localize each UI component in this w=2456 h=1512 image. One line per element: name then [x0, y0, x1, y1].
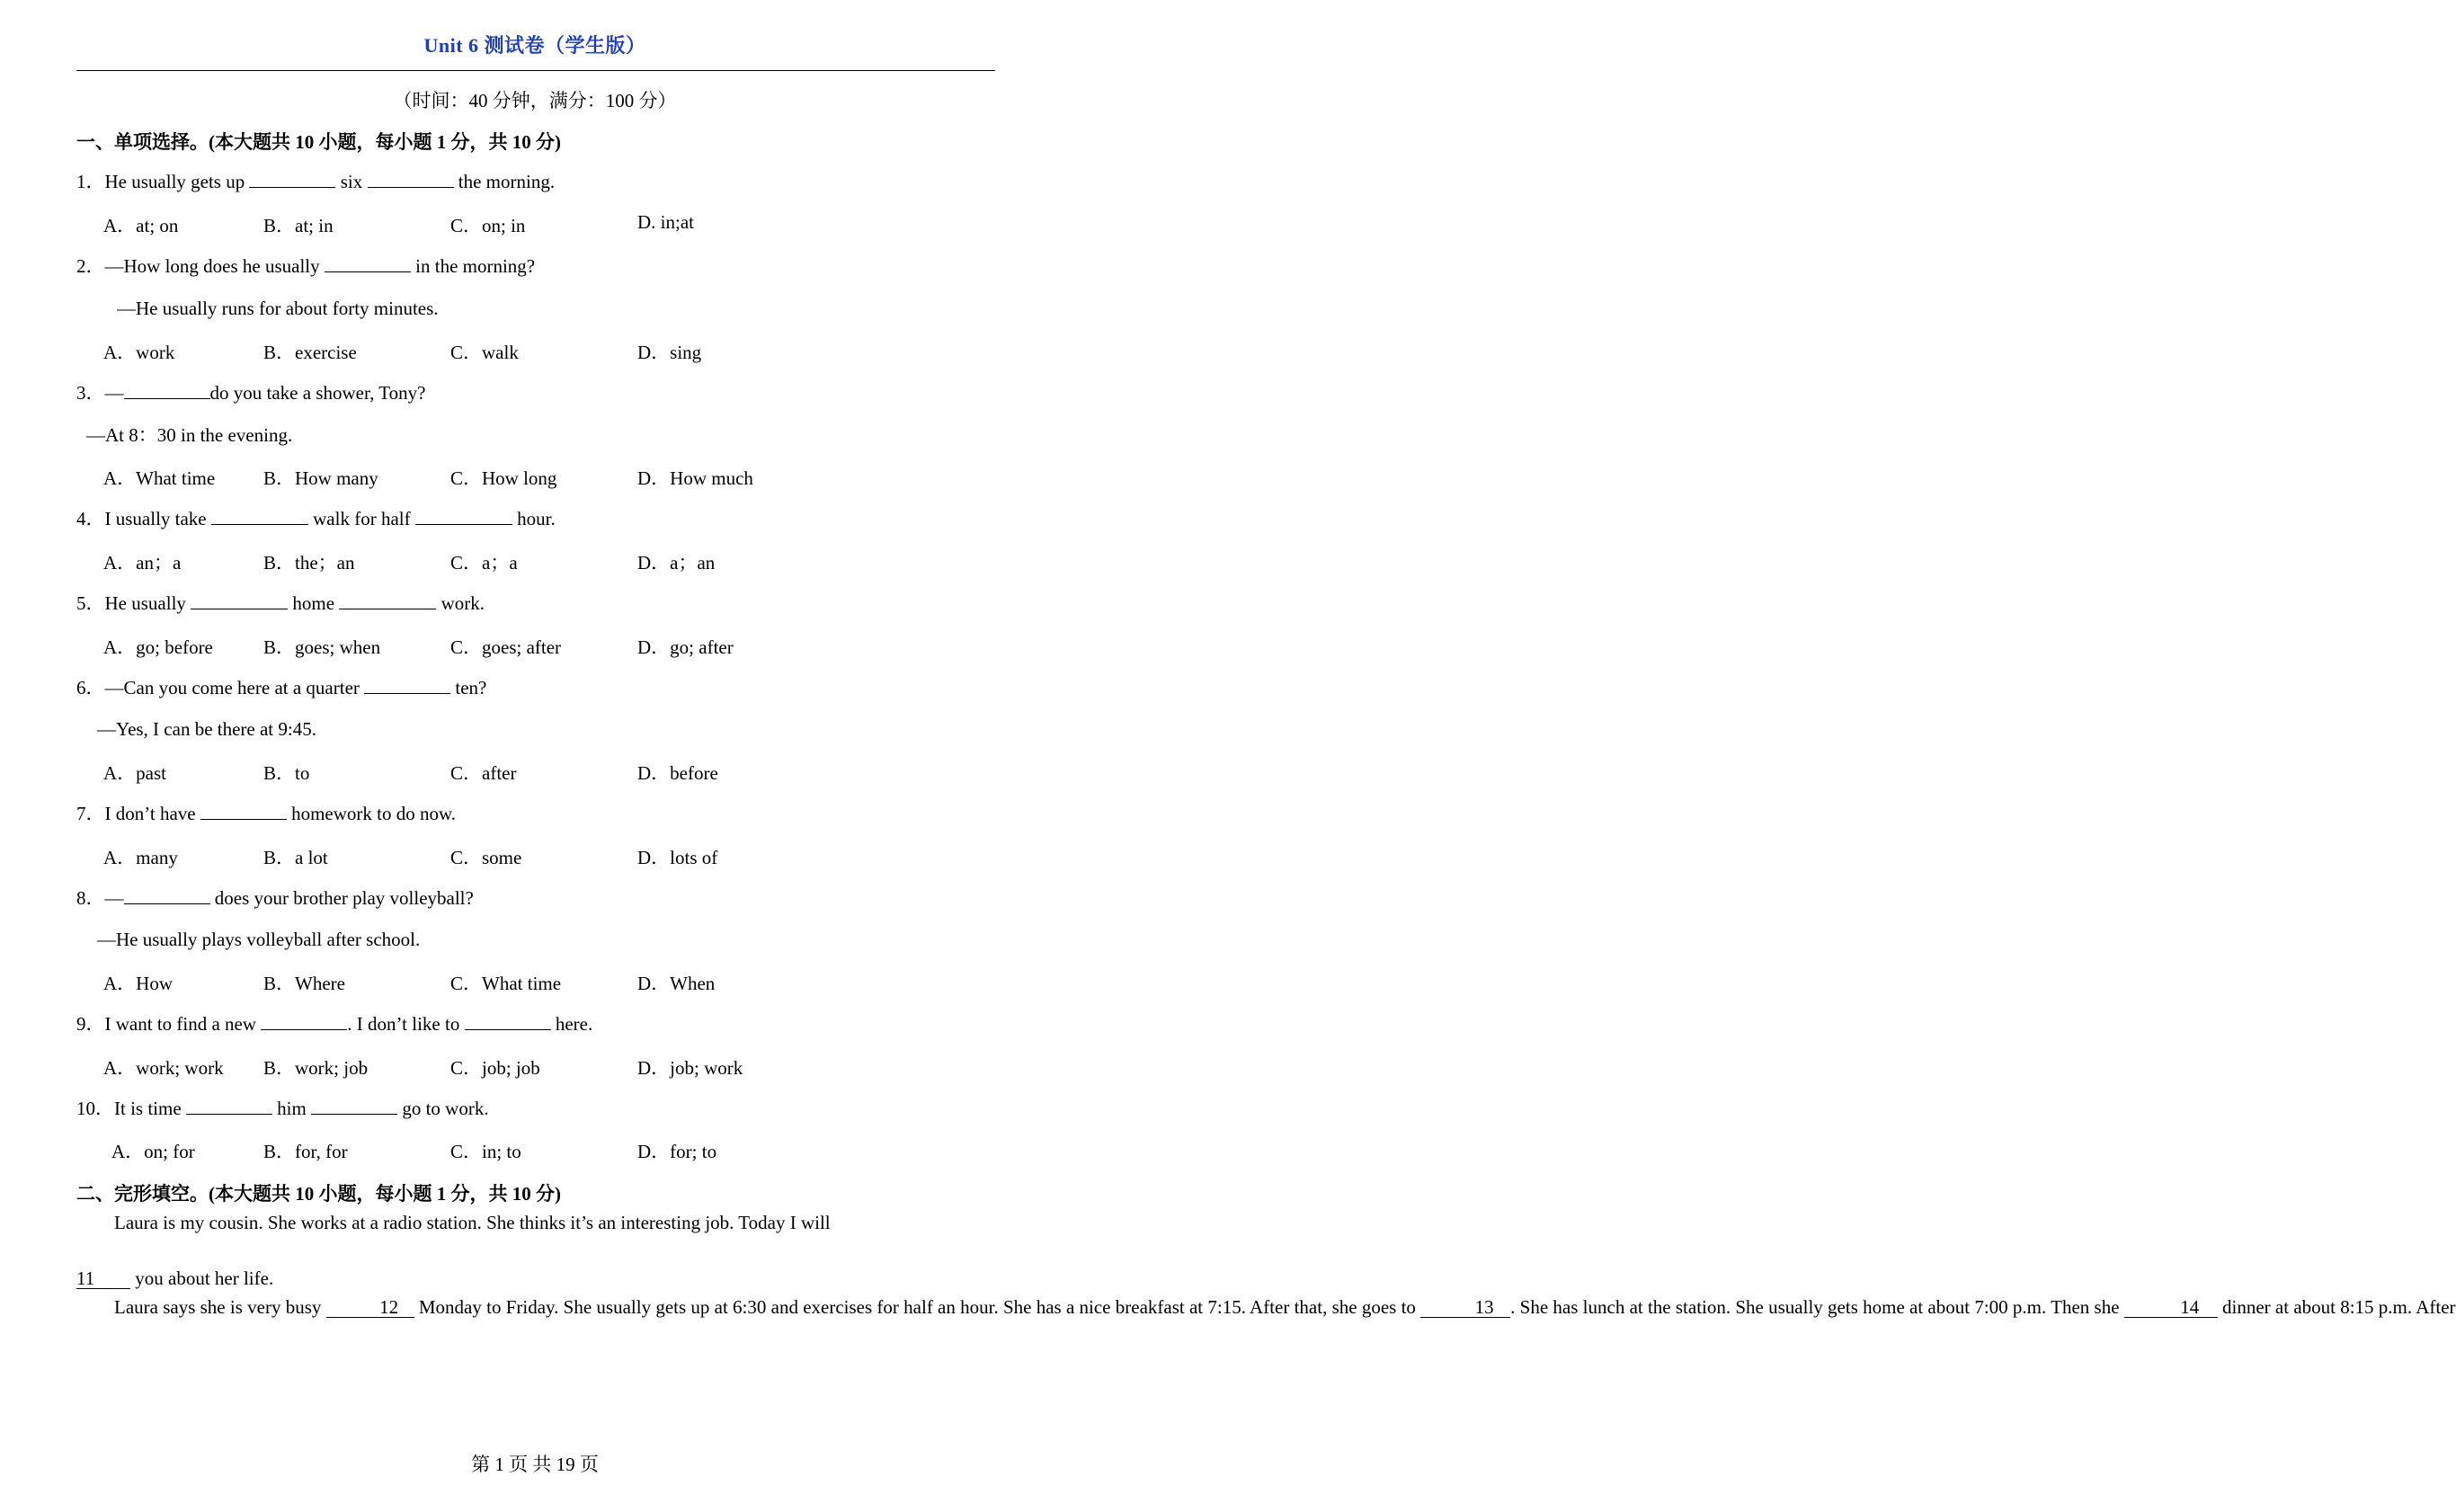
question-5-option-c: C．goes; after	[450, 636, 562, 658]
question-1-option-b: B．at; in	[263, 215, 334, 236]
question-8-option-d: D．When	[637, 973, 716, 994]
question-10-option-a: A．on; for	[111, 1141, 195, 1162]
answer-blank	[364, 675, 450, 694]
question-9-option-d: D．job; work	[637, 1057, 743, 1079]
question-3-option-a: A．What time	[103, 467, 216, 489]
section-2-heading: 二、完形填空。(本大题共 10 小题，每小题 1 分，共 10 分)	[76, 1183, 561, 1205]
cloze-paragraph-2	[76, 1286, 2456, 1329]
stem-text: 2．—How long does he usually	[76, 255, 325, 277]
stem-text: 9．I want to find a new	[76, 1013, 262, 1035]
exam-info: （时间：40 分钟，满分：100 分）	[393, 90, 677, 111]
question-3-option-b: B．How many	[263, 467, 378, 489]
answer-blank	[191, 591, 288, 609]
question-1-option-c: C．on; in	[450, 215, 526, 236]
stem-text: does your brother play volleyball?	[209, 887, 474, 909]
stem-text: hour.	[512, 508, 556, 529]
question-3-response: —At 8：30 in the evening.	[86, 424, 293, 446]
stem-text: six	[335, 171, 368, 192]
answer-blank	[339, 591, 436, 609]
stem-text: homework to do now.	[286, 803, 457, 824]
stem-text: here.	[550, 1013, 593, 1035]
answer-blank	[200, 801, 287, 820]
question-6-option-b: B．to	[263, 762, 310, 784]
stem-text: . I don’t like to	[347, 1013, 465, 1035]
answer-blank	[325, 253, 411, 272]
question-4-option-d: D．a；an	[637, 552, 716, 574]
question-7-option-c: C．some	[450, 847, 522, 868]
stem-text: 5．He usually	[76, 592, 191, 614]
stem-text: go to work.	[397, 1098, 489, 1119]
answer-blank	[211, 506, 308, 525]
question-5-option-b: B．goes; when	[263, 636, 381, 658]
answer-blank	[415, 506, 512, 525]
question-7-option-a: A．many	[103, 847, 178, 868]
answer-blank	[261, 1011, 347, 1030]
answer-blank	[124, 885, 210, 904]
question-2-option-b: B．exercise	[263, 342, 357, 363]
question-10-option-b: B．for, for	[263, 1141, 348, 1162]
question-6-option-d: D．before	[637, 762, 718, 784]
answer-blank	[124, 380, 210, 399]
question-1-stem	[76, 169, 555, 194]
paragraph-1-tail: you about her life.	[130, 1267, 274, 1289]
section-1-heading: 一、单项选择。(本大题共 10 小题，每小题 1 分，共 10 分)	[76, 131, 561, 153]
stem-text: him	[271, 1098, 312, 1119]
question-8-option-b: B．Where	[263, 973, 345, 994]
question-7-option-d: D．lots of	[637, 847, 718, 868]
question-2-response: —He usually runs for about forty minutes.	[117, 298, 439, 319]
question-4-option-b: B．the；an	[263, 552, 355, 574]
question-9-option-a: A．work; work	[103, 1057, 224, 1079]
question-3-stem	[76, 380, 425, 405]
question-7-stem	[76, 801, 456, 826]
question-5-option-d: D．go; after	[637, 636, 734, 658]
answer-blank	[311, 1096, 397, 1115]
answer-blank	[368, 169, 454, 188]
question-2-option-a: A．work	[103, 342, 175, 363]
stem-text: in the morning?	[410, 255, 536, 277]
paragraph-1-text: Laura is my cousin. She works at a radio station. She thinks it’s an interesting job. Today I will	[114, 1212, 831, 1233]
answer-blank	[465, 1011, 551, 1030]
cloze-blank-13: 13	[1420, 1297, 1510, 1318]
question-9-option-b: B．work; job	[263, 1057, 369, 1079]
question-6-stem	[76, 675, 486, 700]
question-6-option-a: A．past	[103, 762, 166, 784]
question-2-stem	[76, 253, 535, 279]
stem-text: 6．—Can you come here at a quarter	[76, 677, 365, 698]
question-10-option-c: C．in; to	[450, 1141, 521, 1162]
cloze-blank-11: 11	[76, 1268, 130, 1289]
stem-text: 3．—	[76, 382, 124, 404]
question-4-option-c: C．a；a	[450, 552, 518, 574]
question-6-response: —Yes, I can be there at 9:45.	[97, 718, 316, 740]
question-9-option-c: C．job; job	[450, 1057, 540, 1079]
stem-text: home	[288, 592, 340, 614]
question-8-option-c: C．What time	[450, 973, 562, 994]
stem-text: work.	[436, 592, 485, 614]
paragraph-2-part-c: . She has lunch at the station. She usually gets home at about 7:00 p.m. Then she	[1510, 1296, 2124, 1318]
stem-text: ten?	[450, 677, 487, 698]
paragraph-2-part-d: dinner at about 8:15 p.m. After	[2217, 1296, 2456, 1318]
stem-text: 1．He usually gets up	[76, 171, 250, 192]
page-number: 第 1 页 共 19 页	[471, 1454, 599, 1475]
question-2-option-d: D．sing	[637, 342, 702, 363]
stem-text: the morning.	[453, 171, 556, 192]
question-1-option-d: D. in;at	[637, 211, 694, 233]
question-1-option-a: A．at; on	[103, 215, 179, 236]
stem-text: do you take a shower, Tony?	[209, 382, 426, 404]
page-title: Unit 6 测试卷（学生版）	[423, 34, 646, 57]
stem-text: 8．—	[76, 887, 124, 909]
answer-blank	[249, 169, 335, 188]
stem-text: 4．I usually take	[76, 508, 211, 529]
question-2-option-c: C．walk	[450, 342, 519, 363]
question-10-option-d: D．for; to	[637, 1141, 717, 1162]
question-8-option-a: A．How	[103, 973, 173, 994]
question-5-option-a: A．go; before	[103, 636, 213, 658]
question-8-stem	[76, 885, 474, 911]
question-7-option-b: B．a lot	[263, 847, 328, 868]
cloze-blank-14: 14	[2124, 1297, 2218, 1318]
question-3-option-d: D．How much	[637, 467, 753, 489]
paragraph-2-part-a: Laura says she is very busy	[114, 1296, 326, 1318]
stem-text: 7．I don’t have	[76, 803, 200, 824]
question-4-stem	[76, 506, 556, 531]
stem-text: 10．It is time	[76, 1098, 186, 1119]
stem-text: walk for half	[307, 508, 415, 529]
question-10-stem	[76, 1096, 489, 1121]
question-8-response: —He usually plays volleyball after school.	[97, 929, 421, 950]
question-5-stem	[76, 591, 485, 616]
cloze-paragraph-1	[76, 1202, 995, 1244]
question-4-option-a: A．an；a	[103, 552, 182, 574]
cloze-blank-12: 12	[326, 1297, 414, 1318]
question-6-option-c: C．after	[450, 762, 517, 784]
header-divider	[76, 70, 995, 71]
paragraph-2-part-b: Monday to Friday. She usually gets up at 6:30 and exercises for half an hour. She has a nice breakfast at 7:15. After that, she goes to	[414, 1296, 1421, 1318]
answer-blank	[186, 1096, 272, 1115]
question-3-option-c: C．How long	[450, 467, 557, 489]
question-9-stem	[76, 1011, 592, 1036]
